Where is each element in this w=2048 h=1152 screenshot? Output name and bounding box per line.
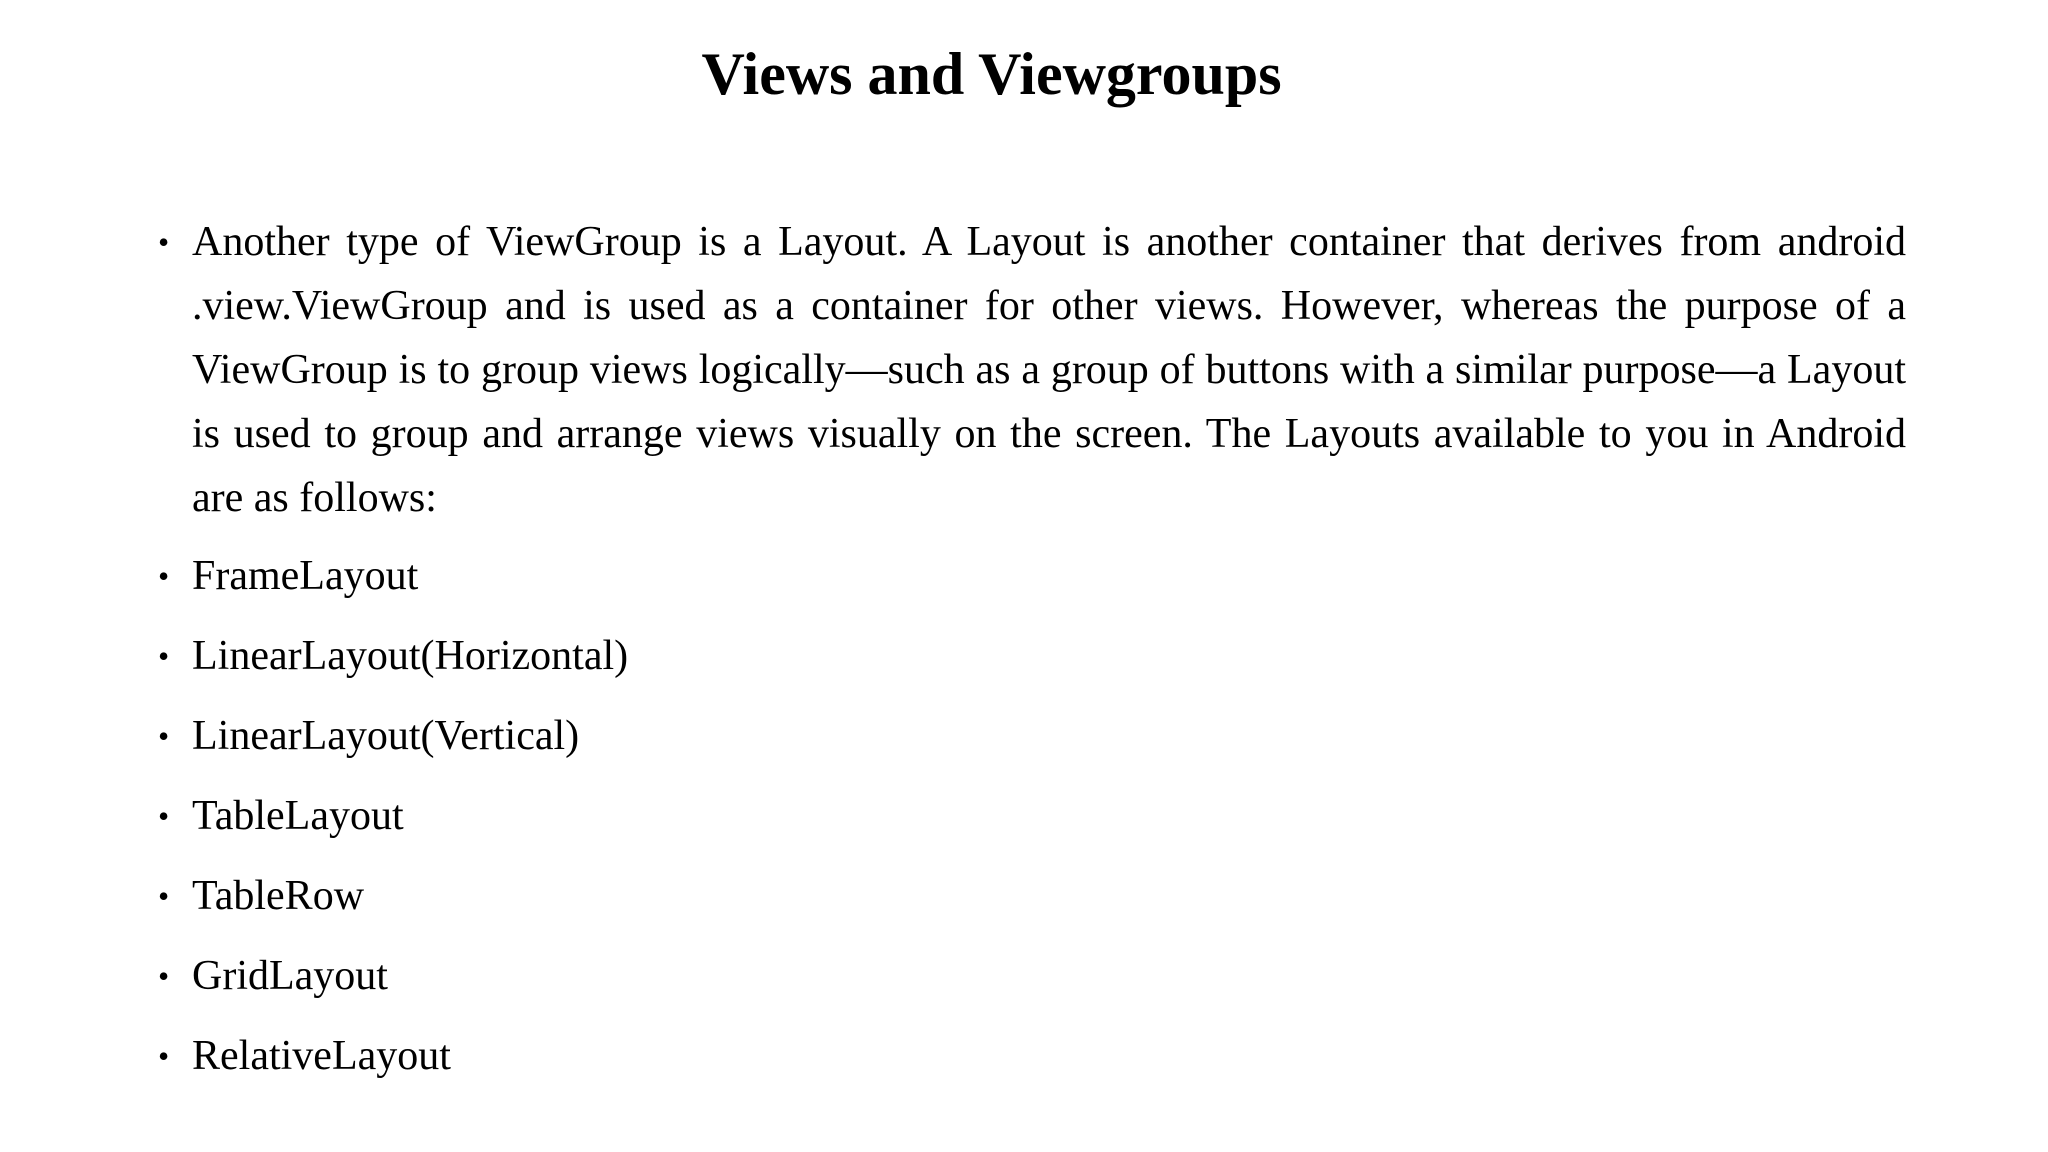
list-item-label: LinearLayout(Vertical) [192, 713, 580, 759]
list-item-label: RelativeLayout [192, 1033, 451, 1079]
bullet-list [152, 210, 1906, 1104]
list-item-relativelayout [152, 1024, 1906, 1088]
list-item-tablelayout [152, 784, 1906, 848]
list-item-linearlayout-vertical [152, 704, 1906, 768]
intro-text: Another type of ViewGroup is a Layout. A Layout is another container that derives from android .view.ViewGroup and is used as a container for other views. However, whereas the purpose of a ViewGroup is to group views logically—such as a group of buttons with a similar purpose—a Layout is used to group and arrange views visually on the screen. The Layouts available to you in Android are as follows: [192, 219, 1906, 521]
bullet-dot: • [158, 718, 170, 754]
intro-paragraph [152, 210, 1906, 530]
bullet-dot: • [158, 878, 170, 914]
list-item-label: TableRow [192, 873, 365, 919]
list-item-label: LinearLayout(Horizontal) [192, 633, 629, 679]
bullet-dot: • [158, 638, 170, 674]
list-item-label: GridLayout [192, 953, 388, 999]
bullet-dot: • [158, 798, 170, 834]
list-item-label: TableLayout [192, 793, 404, 839]
slide-title: Views and Viewgroups [701, 41, 1282, 107]
list-item-framelayout [152, 544, 1906, 608]
list-item-linearlayout-horizontal [152, 624, 1906, 688]
bullet-dot: • [158, 958, 170, 994]
list-item-tablerow [152, 864, 1906, 928]
bullet-dot: • [158, 1038, 170, 1074]
list-item-gridlayout [152, 944, 1906, 1008]
list-item-label: FrameLayout [192, 553, 419, 599]
bullet-dot: • [158, 558, 170, 594]
bullet-dot: • [158, 224, 170, 260]
